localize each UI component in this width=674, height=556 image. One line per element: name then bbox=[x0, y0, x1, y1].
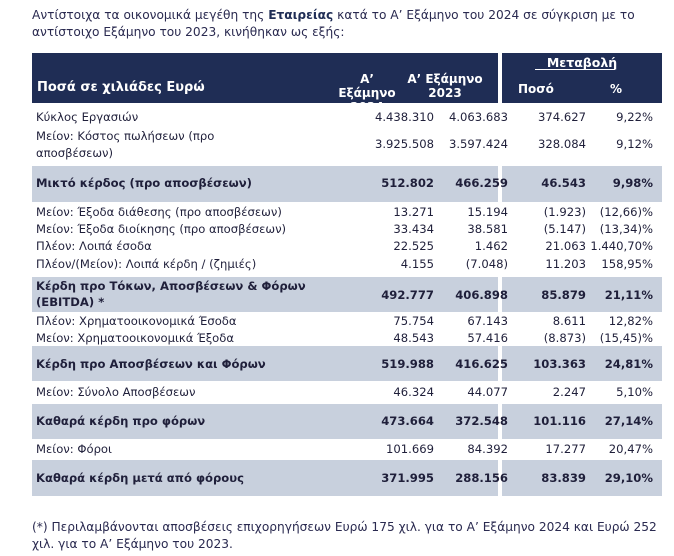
row-label: Μικτό κέρδος (προ αποσβέσεων) bbox=[36, 176, 252, 190]
row-label: Καθαρά κέρδη μετά από φόρους bbox=[36, 471, 244, 485]
cell-2023: (7.048) bbox=[465, 257, 508, 271]
cell-percent: 9,22% bbox=[616, 110, 653, 124]
cell-2024: 4.155 bbox=[400, 257, 434, 271]
cell-2024: 371.995 bbox=[381, 471, 434, 485]
row-label: Μείον: Χρηματοοικονομικά Έξοδα bbox=[36, 331, 235, 345]
cell-2023: 416.625 bbox=[455, 357, 508, 371]
cell-percent: (15,45)% bbox=[599, 331, 653, 345]
cell-2024: 512.802 bbox=[381, 176, 434, 190]
cell-2024: 492.777 bbox=[381, 288, 434, 302]
header-percent: % bbox=[610, 82, 623, 96]
header-amount: Ποσό bbox=[518, 82, 554, 96]
cell-amount: 328.084 bbox=[538, 137, 586, 151]
cell-2023: 1.462 bbox=[474, 239, 508, 253]
row-label: Κέρδη προ Τόκων, Αποσβέσεων & Φόρων bbox=[36, 279, 306, 293]
cell-2023: 57.416 bbox=[467, 331, 508, 345]
header-col-2023-line1: Α’ Εξάμηνο bbox=[407, 72, 483, 86]
header-col-2023-line2: 2023 bbox=[428, 86, 462, 100]
row-label: Πλέον: Χρηματοοικονομικά Έσοδα bbox=[36, 314, 237, 328]
row-label: Κέρδη προ Αποσβέσεων και Φόρων bbox=[36, 357, 266, 371]
header-col-2023 bbox=[406, 72, 484, 100]
cell-amount: 101.116 bbox=[533, 414, 586, 428]
cell-amount: 85.879 bbox=[541, 288, 586, 302]
row-label-cont: αποσβέσεων) bbox=[36, 146, 114, 160]
cell-percent: 21,11% bbox=[604, 288, 653, 302]
cell-percent: 24,81% bbox=[604, 357, 653, 371]
cell-amount: 11.203 bbox=[545, 257, 586, 271]
row-label: Καθαρά κέρδη προ φόρων bbox=[36, 414, 206, 428]
cell-2024: 101.669 bbox=[386, 442, 434, 456]
cell-2023: 372.548 bbox=[455, 414, 508, 428]
header-col-2024 bbox=[330, 72, 404, 114]
cell-2024: 4.438.310 bbox=[374, 110, 434, 124]
cell-percent: 158,95% bbox=[601, 257, 653, 271]
row-label: Μείον: Έξοδα διάθεσης (προ αποσβέσεων) bbox=[36, 205, 282, 219]
cell-2023: 288.156 bbox=[455, 471, 508, 485]
cell-2023: 67.143 bbox=[467, 314, 508, 328]
cell-percent: 29,10% bbox=[604, 471, 653, 485]
header-col-2024-line1: Α’ Εξάμηνο bbox=[338, 72, 396, 100]
cell-amount: 103.363 bbox=[533, 357, 586, 371]
cell-2024: 33.434 bbox=[393, 222, 434, 236]
cell-2023: 15.194 bbox=[467, 205, 508, 219]
cell-amount: 83.839 bbox=[541, 471, 586, 485]
cell-amount: (5.147) bbox=[543, 222, 586, 236]
footnote: (*) Περιλαμβάνονται αποσβέσεις επιχορηγήσεων Ευρώ 175 χιλ. για το Α’ Εξάμηνο 2024 και Ευρώ 252 χιλ. για το Α’ Εξάμηνο του 2023. bbox=[32, 520, 657, 551]
header-label: Ποσά σε χιλιάδες Ευρώ bbox=[37, 80, 205, 95]
header-col-2024-line2: 2024 bbox=[350, 100, 384, 114]
cell-2024: 75.754 bbox=[393, 314, 434, 328]
row-label: Μείον: Έξοδα διοίκησης (προ αποσβέσεων) bbox=[36, 222, 287, 236]
header-change: Μεταβολή bbox=[546, 55, 618, 70]
cell-percent: 1.440,70% bbox=[590, 239, 653, 253]
cell-amount: 21.063 bbox=[545, 239, 586, 253]
cell-2023: 3.597.424 bbox=[448, 137, 508, 151]
cell-2024: 22.525 bbox=[393, 239, 434, 253]
intro-company: Εταιρείας bbox=[268, 8, 334, 22]
cell-amount: 374.627 bbox=[538, 110, 586, 124]
cell-percent: (12,66)% bbox=[599, 205, 653, 219]
row-label: Κύκλος Εργασιών bbox=[36, 110, 139, 124]
row-label: Μείον: Κόστος πωλήσεων (προ bbox=[36, 129, 215, 143]
cell-amount: 8.611 bbox=[552, 314, 586, 328]
cell-amount: 46.543 bbox=[541, 176, 586, 190]
cell-percent: 9,12% bbox=[616, 137, 653, 151]
cell-amount: 2.247 bbox=[552, 385, 586, 399]
row-label: Πλέον/(Μείον): Λοιπά κέρδη / (ζημιές) bbox=[36, 257, 257, 271]
cell-percent: (13,34)% bbox=[599, 222, 653, 236]
cell-amount: (1.923) bbox=[543, 205, 586, 219]
cell-2024: 46.324 bbox=[393, 385, 434, 399]
intro-text-start: Αντίστοιχα τα οικονομικά μεγέθη της bbox=[32, 8, 269, 22]
cell-amount: (8.873) bbox=[543, 331, 586, 345]
cell-amount: 17.277 bbox=[545, 442, 586, 456]
intro-text-end: κατά το Α’ Εξάμηνο του 2024 σε σύγκριση με το αντίστοιχο Εξάμηνο του 2023, κινήθηκαν ως εξής: bbox=[32, 8, 635, 39]
row-label: Μείον: Σύνολο Αποσβέσεων bbox=[36, 385, 196, 399]
cell-2024: 48.543 bbox=[393, 331, 434, 345]
cell-2023: 4.063.683 bbox=[448, 110, 508, 124]
cell-2023: 38.581 bbox=[467, 222, 508, 236]
intro-paragraph bbox=[32, 7, 662, 41]
row-label: Μείον: Φόροι bbox=[36, 442, 112, 456]
cell-2023: 44.077 bbox=[467, 385, 508, 399]
cell-percent: 27,14% bbox=[604, 414, 653, 428]
cell-2023: 406.898 bbox=[455, 288, 508, 302]
cell-percent: 9,98% bbox=[612, 176, 653, 190]
cell-percent: 20,47% bbox=[608, 442, 653, 456]
cell-2024: 519.988 bbox=[381, 357, 434, 371]
row-label: Πλέον: Λοιπά έσοδα bbox=[36, 239, 152, 253]
cell-2024: 3.925.508 bbox=[374, 137, 434, 151]
cell-2024: 473.664 bbox=[381, 414, 434, 428]
cell-2024: 13.271 bbox=[393, 205, 434, 219]
cell-2023: 84.392 bbox=[467, 442, 508, 456]
cell-percent: 5,10% bbox=[616, 385, 653, 399]
cell-percent: 12,82% bbox=[608, 314, 653, 328]
cell-2023: 466.259 bbox=[455, 176, 508, 190]
row-label-cont: (EBITDA) * bbox=[36, 295, 105, 309]
